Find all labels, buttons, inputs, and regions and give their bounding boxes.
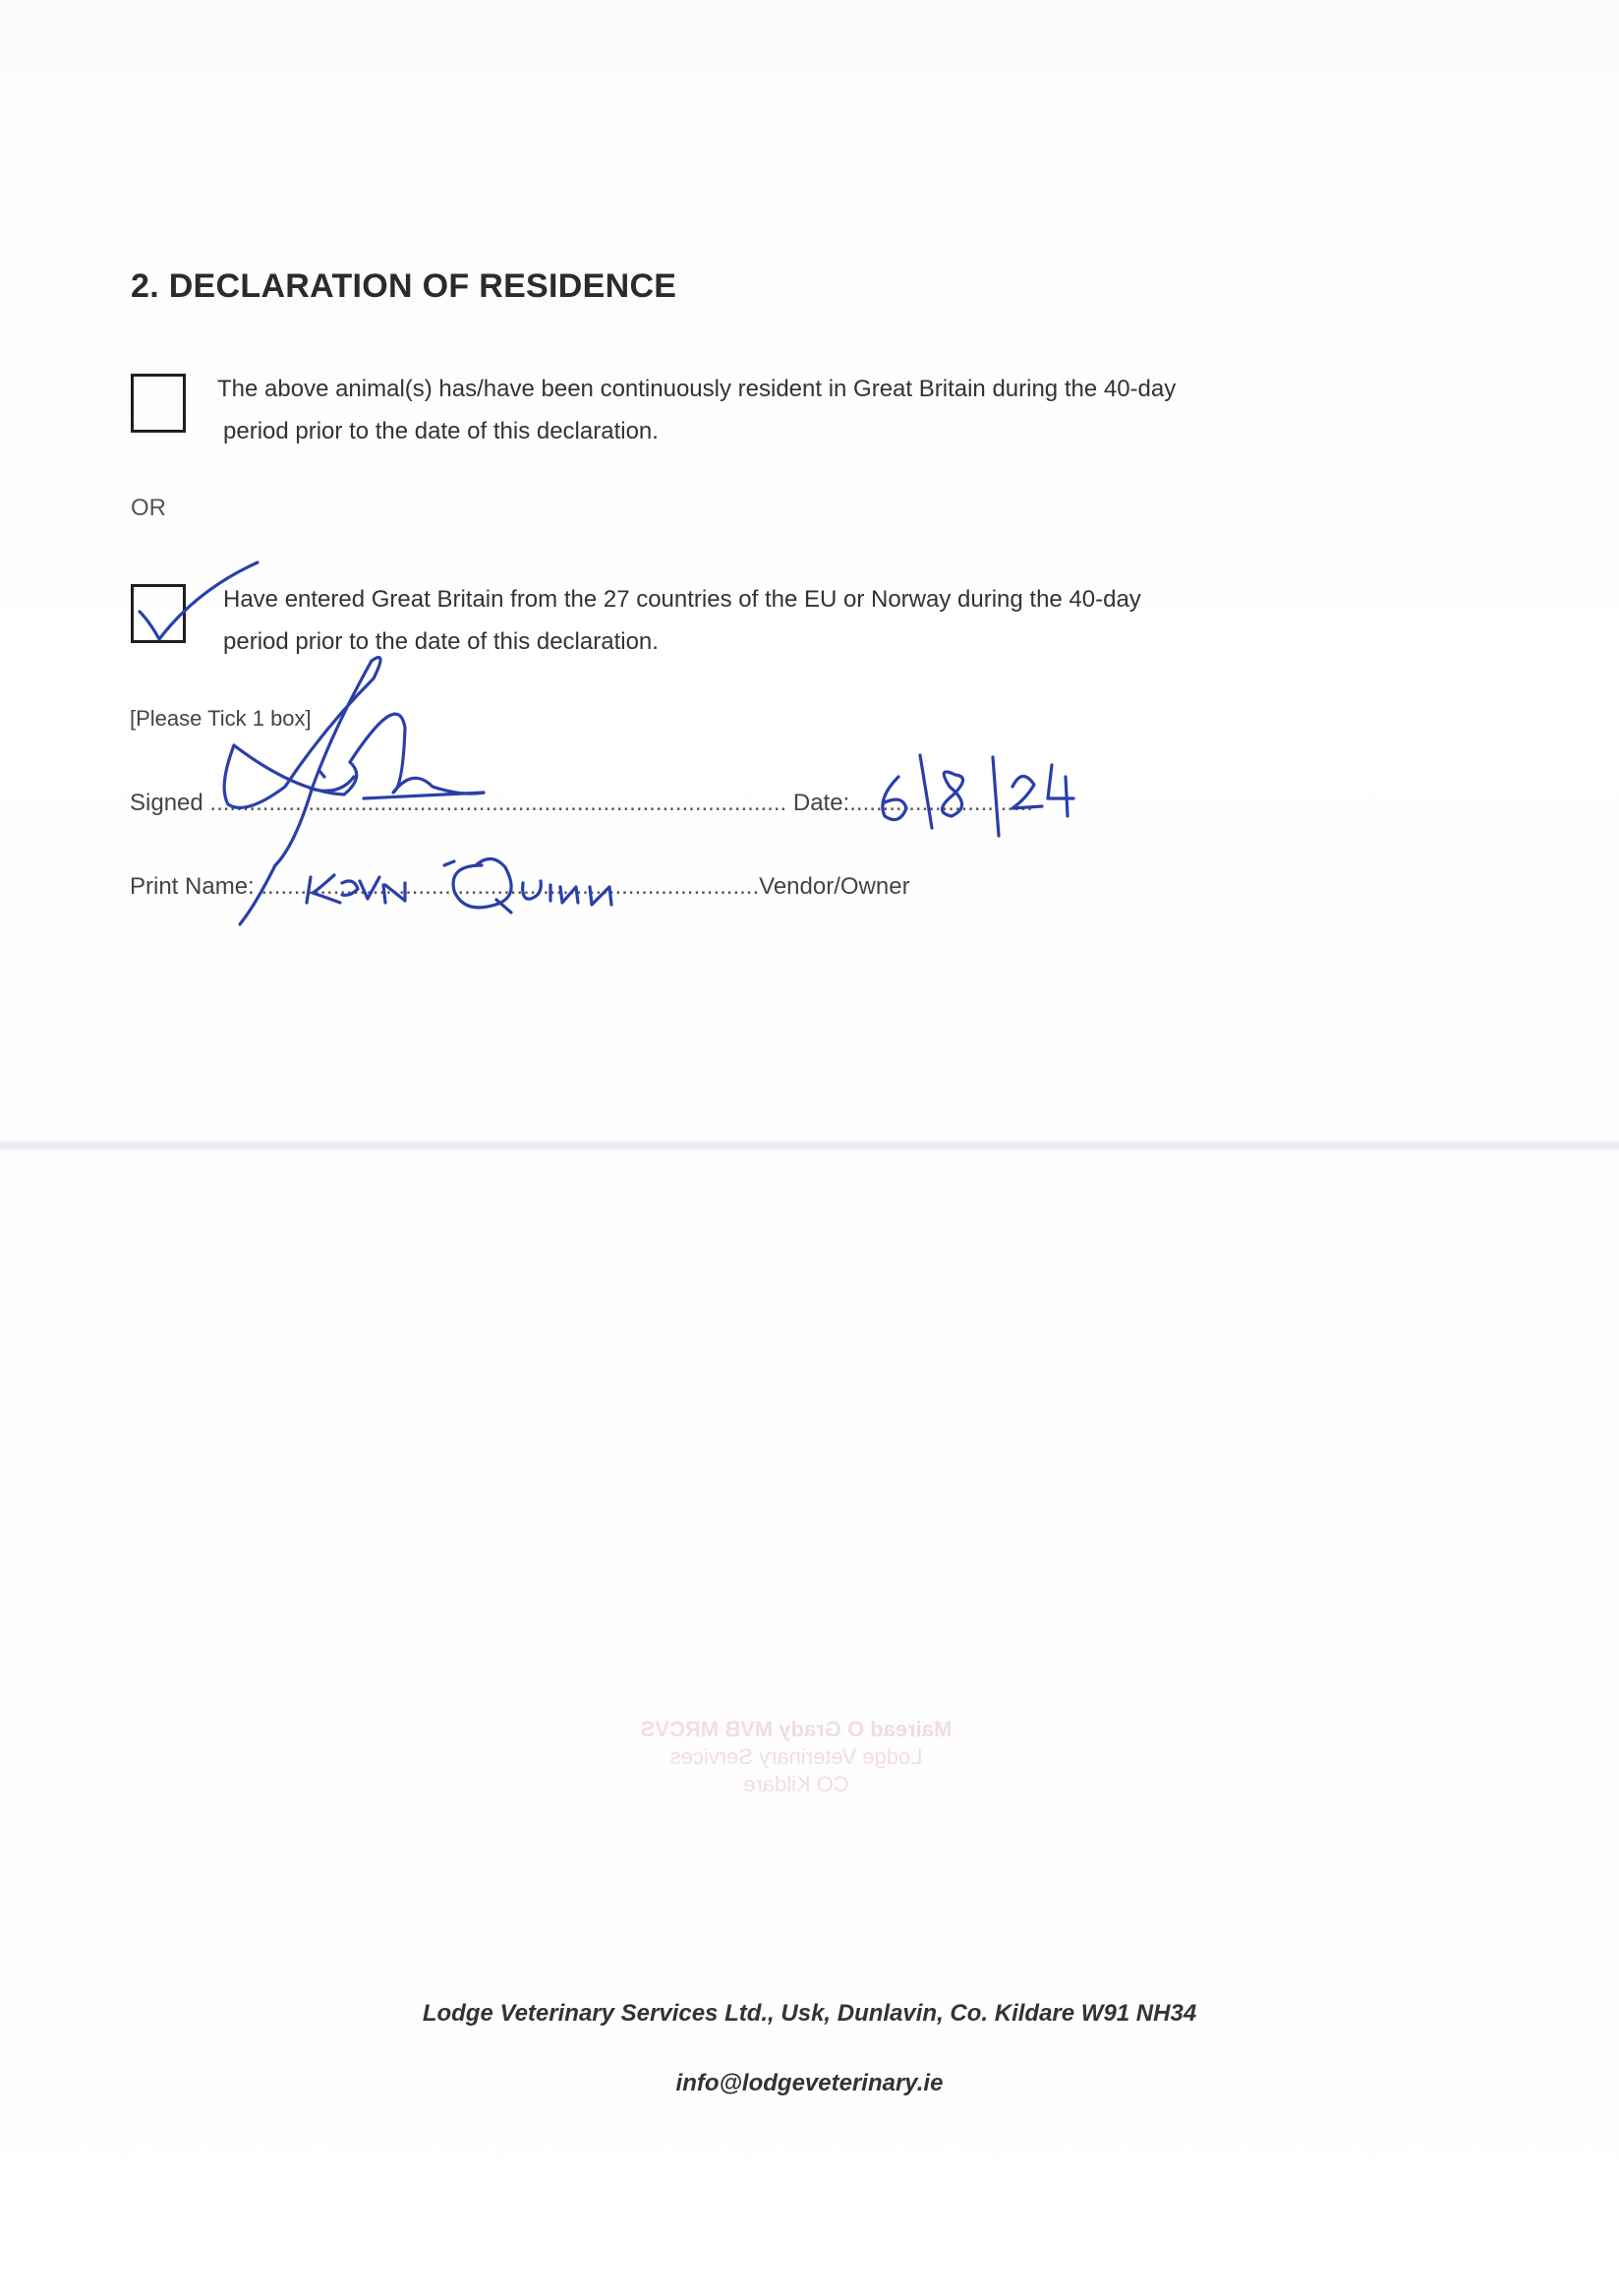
section-heading: 2. DECLARATION OF RESIDENCE xyxy=(131,267,677,305)
option-1-line1: The above animal(s) has/have been continuously resident in Great Britain during the 40-day xyxy=(217,376,1177,402)
or-separator: OR xyxy=(131,495,166,521)
tick-instruction: [Please Tick 1 box] xyxy=(130,706,312,731)
option-1-line2: period prior to the date of this declaration. xyxy=(223,418,659,444)
check-mark-icon xyxy=(140,562,258,639)
date-label: Date: xyxy=(792,790,850,816)
print-name-label: Print Name: xyxy=(130,873,255,900)
stamp-line2: Lodge Veterinary Services xyxy=(669,1744,923,1769)
role-label: Vendor/Owner xyxy=(759,873,910,900)
option-2-line2: period prior to the date of this declaration. xyxy=(223,628,659,655)
stamp-line3: CO Kildare xyxy=(743,1772,849,1796)
stamp-line1: Mairead O Grady MVB MRCVS xyxy=(640,1717,953,1741)
print-name-line[interactable]: ............................................................................ xyxy=(260,873,760,900)
footer-address: Lodge Veterinary Services Ltd., Usk, Dunlavin, Co. Kildare W91 NH34 xyxy=(422,2000,1197,2027)
option-2-line1: Have entered Great Britain from the 27 countries of the EU or Norway during the 40-day xyxy=(223,586,1141,613)
footer-email[interactable]: info@lodgeveterinary.ie xyxy=(675,2070,944,2096)
signature-line[interactable]: ........................................................................................ xyxy=(209,790,787,816)
date-line[interactable]: ............................ xyxy=(849,790,1033,816)
print-name-handwriting xyxy=(307,875,340,903)
date-handwriting xyxy=(883,777,906,820)
signed-label: Signed xyxy=(130,790,203,816)
